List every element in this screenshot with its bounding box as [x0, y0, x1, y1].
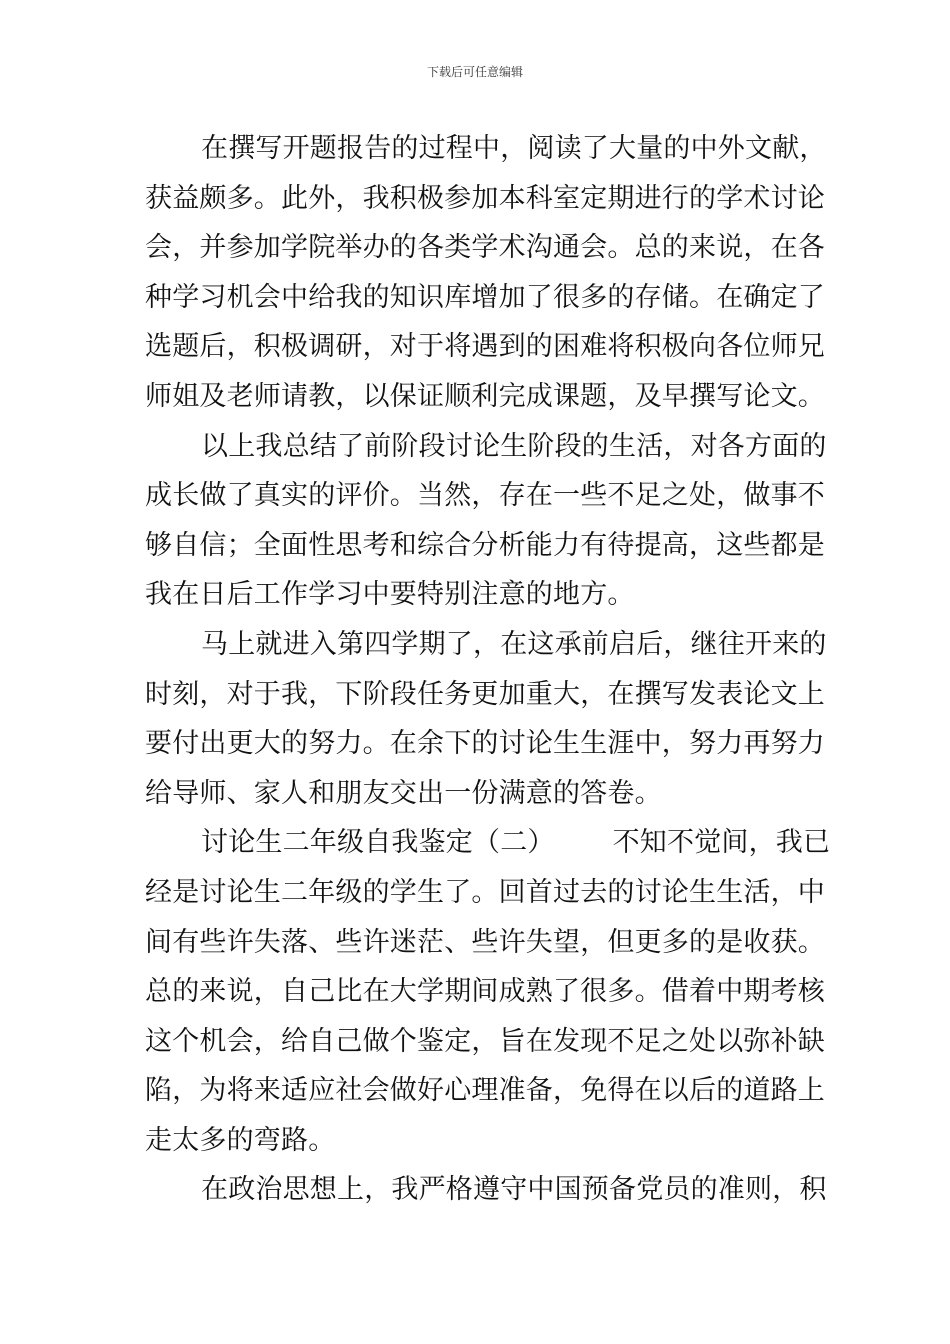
section-heading: 讨论生二年级自我鉴定（二）	[201, 827, 555, 859]
text-line: 成长做了真实的评价。当然，存在一些不足之处，做事不	[145, 480, 825, 512]
text-line: 会，并参加学院举办的各类学术沟通会。总的来说，在各	[145, 232, 825, 264]
text-line: 在撰写开题报告的过程中，阅读了大量的中外文献，	[201, 133, 827, 164]
document-body	[145, 127, 831, 1218]
text-line: 够自信；全面性思考和综合分析能力有待提高，这些都是	[145, 529, 825, 561]
text-line: 经是讨论生二年级的学生了。回首过去的讨论生生活，中	[145, 876, 825, 908]
text-line: 我在日后工作学习中要特别注意的地方。	[145, 579, 635, 611]
text-line: 师姐及老师请教，以保证顺利完成课题，及早撰写论文。	[145, 380, 825, 412]
page-header-caption: 下载后可任意编辑	[426, 65, 523, 79]
text-line-continuation: 不知不觉间，我已	[612, 827, 831, 859]
text-line: 总的来说，自己比在大学期间成熟了很多。借着中期考核	[145, 976, 825, 1008]
text-line: 在政治思想上，我严格遵守中国预备党员的准则，积	[201, 1174, 827, 1206]
text-line: 间有些许失落、些许迷茫、些许失望，但更多的是收获。	[145, 926, 825, 958]
text-line: 走太多的弯路。	[145, 1124, 336, 1156]
text-line: 给导师、家人和朋友交出一份满意的答卷。	[145, 777, 662, 809]
text-line: 获益颇多。此外，我积极参加本科室定期进行的学术讨论	[145, 182, 825, 214]
text-line-section-heading	[145, 821, 831, 871]
text-line: 时刻，对于我，下阶段任务更加重大，在撰写发表论文上	[145, 678, 825, 710]
text-line: 陷，为将来适应社会做好心理准备，免得在以后的道路上	[145, 1075, 825, 1107]
text-line: 马上就进入第四学期了，在这承前启后，继往开来的	[201, 628, 827, 660]
text-line: 种学习机会中给我的知识库增加了很多的存储。在确定了	[145, 281, 825, 313]
text-line: 要付出更大的努力。在余下的讨论生生涯中，努力再努力	[145, 728, 825, 760]
text-line: 以上我总结了前阶段讨论生阶段的生活，对各方面的	[201, 430, 827, 462]
text-line: 选题后，积极调研，对于将遇到的困难将积极向各位师兄	[145, 331, 825, 363]
text-line: 这个机会，给自己做个鉴定，旨在发现不足之处以弥补缺	[145, 1025, 825, 1057]
